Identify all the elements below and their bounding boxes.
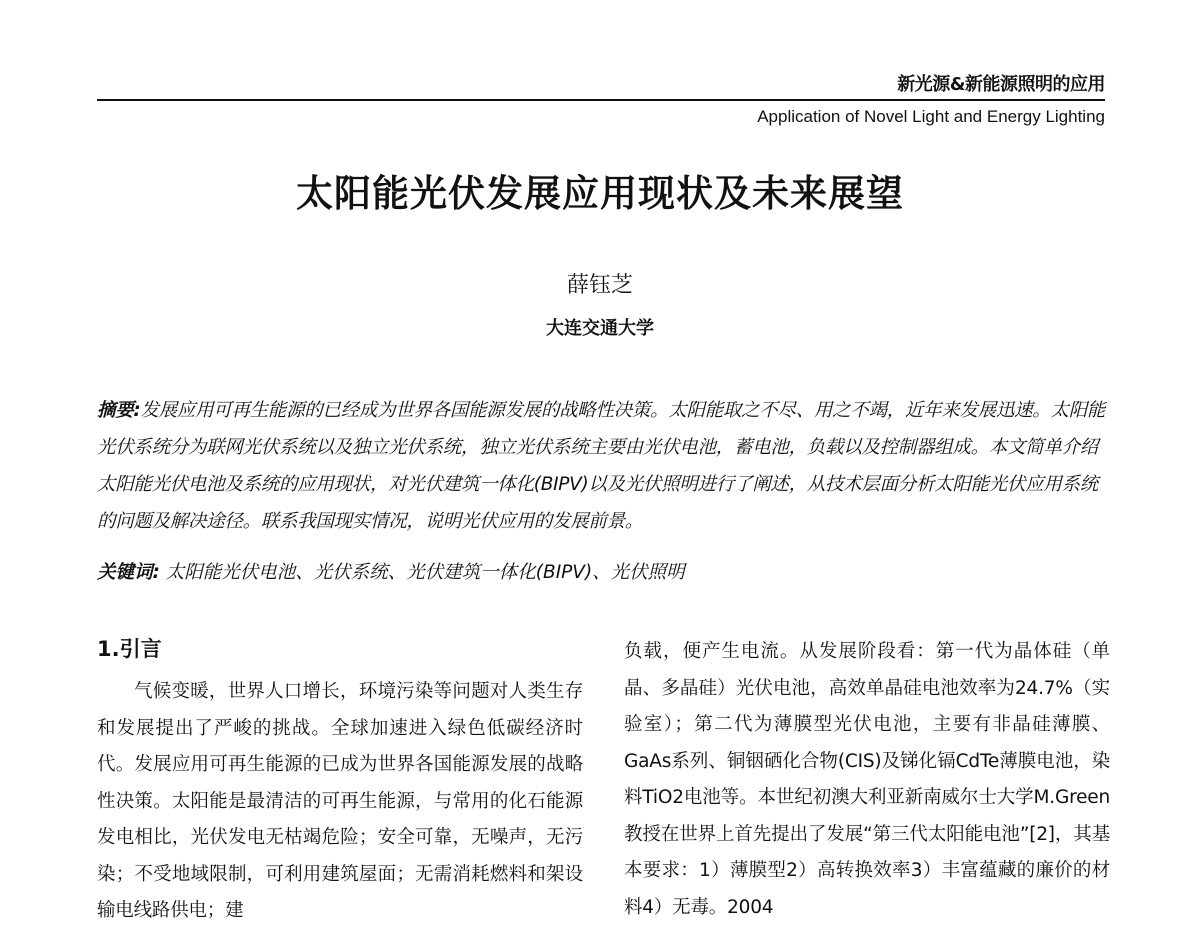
abstract <box>97 392 1109 540</box>
keywords-label: 关键词: <box>97 562 160 583</box>
journal-name: 新光源&新能源照明的应用 <box>897 74 1105 95</box>
keywords <box>97 554 1109 591</box>
body-column-left: 气候变暖，世界人口增长，环境污染等问题对人类生存和发展提出了严峻的挑战。全球加速进入绿色低碳经济时代。发展应用可再生能源的已成为世界各国能源发展的战略性决策。太阳能是最清洁的可再生能源，与常用的化石能源发电相比，光伏发电无枯竭危险；安全可靠，无噪声，无污染；不受地域限制，可利用建筑屋面；无需消耗燃料和架设输电线路供电；建 <box>97 681 583 921</box>
keywords-text: 太阳能光伏电池、光伏系统、光伏建筑一体化(BIPV)、光伏照明 <box>159 562 685 583</box>
journal-name-english: Application of Novel Light and Energy Lighting <box>757 107 1105 126</box>
abstract-label: 摘要: <box>97 400 141 421</box>
body-column-right: 负载，便产生电流。从发展阶段看：第一代为晶体硅（单晶、多晶硅）光伏电池，高效单晶硅电池效率为24.7%（实验室）；第二代为薄膜型光伏电池，主要有非晶硅薄膜、GaAs系列、铜铟硒化合物(CIS)及锑化镉CdTe薄膜电池，染料TiO2电池等。本世纪初澳大利亚新南威尔士大学M.Green教授在世界上首先提出了发展“第三代太阳能电池”[2]，其基本要求：1）薄膜型2）高转换效率3）丰富蕴藏的廉价的材料4）无毒。2004 <box>624 641 1110 918</box>
header-rule <box>97 99 1105 101</box>
paper-title: 太阳能光伏发展应用现状及未来展望 <box>296 172 904 215</box>
section-heading: 1.引言 <box>97 637 162 661</box>
abstract-text: 发展应用可再生能源的已经成为世界各国能源发展的战略性决策。太阳能取之不尽、用之不竭，近年来发展迅速。太阳能光伏系统分为联网光伏系统以及独立光伏系统，独立光伏系统主要由光伏电池，蓄电池，负载以及控制器组成。本文简单介绍太阳能光伏电池及系统的应用现状，对光伏建筑一体化(BIPV)以及光伏照明进行了阐述，从技术层面分析太阳能光伏应用系统的问题及解决途径。联系我国现实情况，说明光伏应用的发展前景。 <box>97 400 1106 532</box>
paper-author: 薛钰芝 <box>566 273 633 298</box>
author-affiliation: 大连交通大学 <box>546 318 654 339</box>
